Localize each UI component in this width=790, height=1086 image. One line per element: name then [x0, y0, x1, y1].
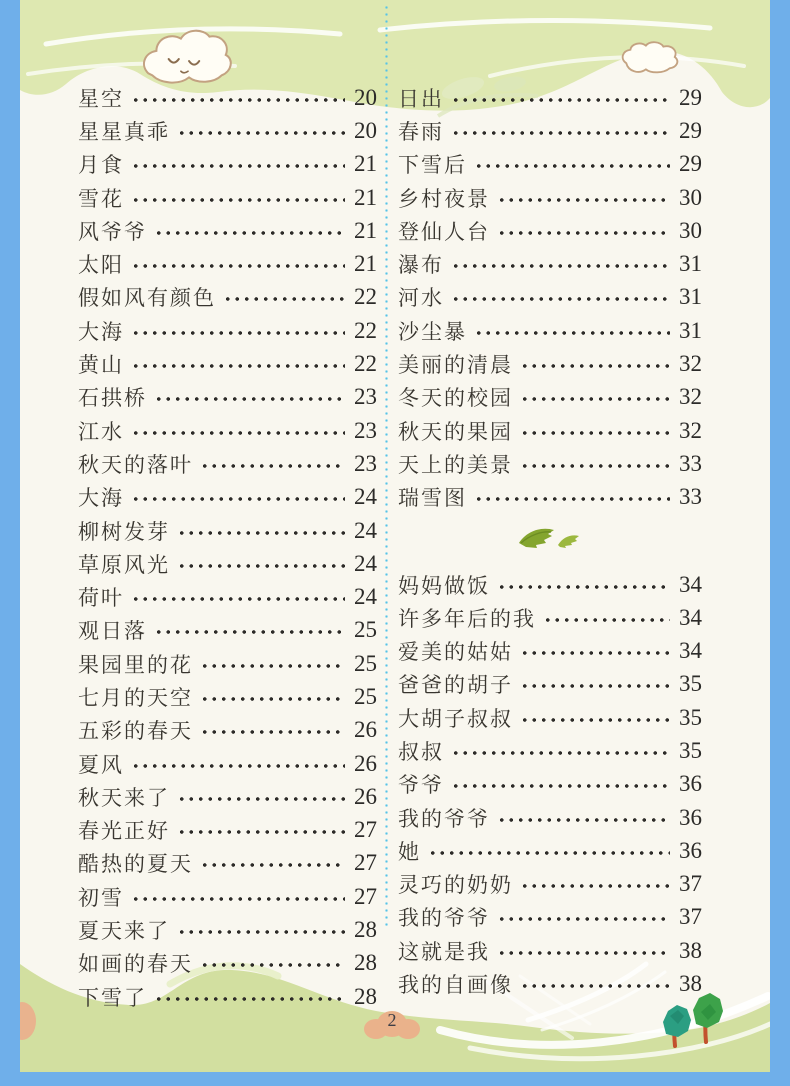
toc-dotted-leader [451, 130, 670, 136]
toc-entry-title: 大胡子叔叔 [398, 706, 513, 731]
toc-entry-title: 秋天的果园 [398, 419, 513, 444]
toc-entry-page-number: 25 [354, 683, 377, 709]
toc-dotted-leader [543, 617, 670, 623]
cloud-icon [618, 40, 682, 76]
toc-entry-page-number: 26 [354, 717, 377, 743]
toc-entry-page-number: 28 [354, 917, 377, 943]
toc-entry [398, 668, 702, 701]
toc-dotted-leader [131, 496, 345, 502]
toc-entry-title: 我的自画像 [398, 973, 513, 998]
toc-entry-title: 河水 [398, 286, 444, 311]
toc-dotted-leader [131, 430, 345, 436]
toc-entry-title: 大海 [78, 486, 124, 511]
toc-entry-page-number: 25 [354, 650, 377, 676]
toc-entry [78, 880, 377, 913]
toc-dotted-leader [497, 230, 670, 236]
toc-entry-title: 五彩的春天 [78, 719, 193, 744]
toc-entry-page-number: 38 [679, 937, 702, 963]
toc-entry [78, 980, 377, 1013]
toc-entry-page-number: 29 [679, 151, 702, 177]
toc-entry [78, 114, 377, 147]
toc-entry [78, 814, 377, 847]
toc-entry-page-number: 28 [354, 950, 377, 976]
toc-entry-title: 夏天来了 [78, 919, 170, 944]
toc-entry-page-number: 29 [679, 117, 702, 143]
toc-entry [78, 214, 377, 247]
toc-entry-title: 江水 [78, 419, 124, 444]
toc-entry-title: 下雪后 [398, 153, 467, 178]
section-header-badge-char [474, 524, 507, 557]
toc-dotted-leader [520, 363, 670, 369]
toc-dotted-leader [177, 530, 345, 536]
toc-entry [78, 580, 377, 613]
toc-entry-title: 美丽的清晨 [398, 353, 513, 378]
toc-dotted-leader [200, 663, 345, 669]
toc-entry-title: 爷爷 [398, 773, 444, 798]
section-header-badges [398, 524, 507, 557]
toc-dotted-leader [474, 330, 670, 336]
toc-entry-title: 叔叔 [398, 739, 444, 764]
toc-entry-page-number: 32 [679, 384, 702, 410]
toc-entry-title: 灵巧的奶奶 [398, 873, 513, 898]
toc-entry-title: 瀑布 [398, 253, 444, 278]
toc-entry [78, 547, 377, 580]
toc-right-column [398, 81, 702, 1001]
toc-entry-page-number: 26 [354, 783, 377, 809]
toc-entry [398, 247, 702, 280]
toc-dotted-leader [520, 683, 670, 689]
toc-entry-page-number: 33 [679, 450, 702, 476]
toc-entry-page-number: 34 [679, 571, 702, 597]
toc-entry [398, 601, 702, 634]
toc-entry-page-number: 27 [354, 883, 377, 909]
toc-dotted-leader [428, 850, 670, 856]
toc-entry-title: 爸爸的胡子 [398, 673, 513, 698]
toc-entry-page-number: 24 [354, 517, 377, 543]
toc-entry-title: 登仙人台 [398, 219, 490, 244]
page-number-badge [363, 1008, 421, 1042]
toc-entry [398, 834, 702, 867]
toc-entry [78, 381, 377, 414]
toc-entry-title: 假如风有颜色 [78, 286, 216, 311]
section-header-writing-people [398, 514, 702, 568]
toc-dotted-leader [131, 197, 345, 203]
toc-entry-title: 风爷爷 [78, 219, 147, 244]
toc-entry-page-number: 31 [679, 317, 702, 343]
toc-entry-page-number: 23 [354, 450, 377, 476]
toc-entry-page-number: 35 [679, 737, 702, 763]
toc-entry [398, 114, 702, 147]
toc-entry-page-number: 22 [354, 351, 377, 377]
toc-entry-title: 日出 [398, 86, 444, 111]
toc-entry [78, 347, 377, 380]
toc-entry-page-number: 36 [679, 837, 702, 863]
toc-dotted-leader [497, 817, 670, 823]
toc-entry-page-number: 24 [354, 484, 377, 510]
toc-entry-page-number: 24 [354, 584, 377, 610]
toc-entry-title: 瑞雪图 [398, 486, 467, 511]
toc-dotted-leader [131, 596, 345, 602]
toc-entry-page-number: 38 [679, 971, 702, 997]
toc-entry-title: 这就是我 [398, 939, 490, 964]
toc-dotted-leader [497, 584, 670, 590]
toc-dotted-leader [131, 263, 345, 269]
toc-entry-title: 星空 [78, 86, 124, 111]
toc-entry-title: 春雨 [398, 119, 444, 144]
toc-entry-page-number: 25 [354, 617, 377, 643]
toc-entry [78, 281, 377, 314]
toc-entry [398, 481, 702, 514]
toc-entry-page-number: 21 [354, 184, 377, 210]
toc-dotted-leader [520, 650, 670, 656]
toc-entry-title: 星星真乖 [78, 119, 170, 144]
toc-dotted-leader [177, 929, 345, 935]
toc-entry-title: 天上的美景 [398, 452, 513, 477]
toc-dotted-leader [200, 862, 345, 868]
toc-entry-page-number: 22 [354, 284, 377, 310]
toc-dotted-leader [177, 796, 345, 802]
toc-entry-title: 初雪 [78, 885, 124, 910]
toc-dotted-leader [474, 163, 670, 169]
toc-dotted-leader [520, 883, 670, 889]
toc-entry-title: 乡村夜景 [398, 186, 490, 211]
toc-entry [398, 768, 702, 801]
toc-entry-title: 夏风 [78, 752, 124, 777]
toc-entry-title: 秋天的落叶 [78, 452, 193, 477]
toc-dotted-leader [177, 130, 345, 136]
toc-entry-page-number: 34 [679, 638, 702, 664]
toc-dotted-leader [200, 463, 345, 469]
toc-entry [398, 868, 702, 901]
toc-entry [78, 181, 377, 214]
toc-entry [398, 447, 702, 480]
toc-entry [78, 780, 377, 813]
toc-entry [398, 901, 702, 934]
toc-dotted-leader [177, 563, 345, 569]
toc-entry-page-number: 27 [354, 850, 377, 876]
toc-entry-page-number: 31 [679, 251, 702, 277]
toc-dotted-leader [520, 983, 670, 989]
toc-entry-title: 爱美的姑姑 [398, 640, 513, 665]
toc-entry-title: 石拱桥 [78, 386, 147, 411]
toc-entry-page-number: 21 [354, 217, 377, 243]
column-divider [385, 4, 388, 930]
toc-entry [78, 314, 377, 347]
toc-dotted-leader [131, 363, 345, 369]
toc-entry-page-number: 27 [354, 817, 377, 843]
toc-entry-page-number: 31 [679, 284, 702, 310]
toc-dotted-leader [451, 783, 670, 789]
toc-dotted-leader [200, 729, 345, 735]
section-header-badge-char [436, 524, 469, 557]
toc-entry-title: 下雪了 [78, 985, 147, 1010]
toc-dotted-leader [131, 97, 345, 103]
toc-entry [78, 913, 377, 946]
toc-entry-title: 妈妈做饭 [398, 573, 490, 598]
toc-dotted-leader [497, 950, 670, 956]
toc-dotted-leader [520, 463, 670, 469]
toc-dotted-leader [131, 763, 345, 769]
toc-dotted-leader [451, 97, 670, 103]
toc-entry-page-number: 36 [679, 771, 702, 797]
toc-entry-title: 草原风光 [78, 552, 170, 577]
toc-entry [398, 214, 702, 247]
toc-entry-page-number: 29 [679, 84, 702, 110]
toc-entry-title: 她 [398, 839, 421, 864]
toc-entry-page-number: 20 [354, 84, 377, 110]
toc-entry-page-number: 23 [354, 384, 377, 410]
toc-entry-title: 我的爷爷 [398, 906, 490, 931]
toc-entry-title: 冬天的校园 [398, 386, 513, 411]
toc-entry [398, 314, 702, 347]
toc-entry-title: 许多年后的我 [398, 606, 536, 631]
toc-entry-page-number: 28 [354, 983, 377, 1009]
toc-entry [398, 701, 702, 734]
toc-entry [78, 614, 377, 647]
toc-dotted-leader [154, 230, 345, 236]
toc-dotted-leader [154, 996, 345, 1002]
toc-entry [78, 414, 377, 447]
toc-right-entries-before [398, 81, 702, 514]
toc-left-column [78, 81, 377, 1013]
toc-dotted-leader [520, 717, 670, 723]
toc-entry-page-number: 35 [679, 704, 702, 730]
toc-entry [78, 81, 377, 114]
toc-dotted-leader [154, 629, 345, 635]
toc-entry [78, 447, 377, 480]
toc-entry [78, 647, 377, 680]
toc-dotted-leader [223, 296, 345, 302]
toc-entry-page-number: 30 [679, 184, 702, 210]
toc-entry-page-number: 36 [679, 804, 702, 830]
toc-entry [78, 947, 377, 980]
toc-entry-page-number: 37 [679, 871, 702, 897]
page-number: 2 [387, 1010, 397, 1030]
toc-entry-page-number: 32 [679, 351, 702, 377]
toc-dotted-leader [131, 330, 345, 336]
toc-dotted-leader [200, 696, 345, 702]
leaves-icon [518, 525, 580, 557]
toc-dotted-leader [451, 263, 670, 269]
toc-entry-title: 我的爷爷 [398, 806, 490, 831]
toc-entry [398, 347, 702, 380]
toc-dotted-leader [451, 750, 670, 756]
toc-entry-page-number: 32 [679, 417, 702, 443]
toc-entry [78, 714, 377, 747]
toc-dotted-leader [131, 896, 345, 902]
toc-dotted-leader [520, 396, 670, 402]
toc-entry [398, 381, 702, 414]
toc-dotted-leader [131, 163, 345, 169]
toc-entry-title: 雪花 [78, 186, 124, 211]
toc-entry-title: 荷叶 [78, 586, 124, 611]
toc-dotted-leader [497, 197, 670, 203]
toc-entry [398, 967, 702, 1000]
toc-entry-page-number: 37 [679, 904, 702, 930]
toc-entry-title: 黄山 [78, 353, 124, 378]
toc-entry-page-number: 26 [354, 750, 377, 776]
toc-dotted-leader [200, 962, 345, 968]
toc-entry-page-number: 21 [354, 151, 377, 177]
toc-entry-title: 月食 [78, 153, 124, 178]
toc-entry-page-number: 20 [354, 117, 377, 143]
toc-entry [398, 734, 702, 767]
toc-entry-title: 如画的春天 [78, 952, 193, 977]
toc-entry [78, 847, 377, 880]
toc-entry-page-number: 35 [679, 671, 702, 697]
toc-entry [78, 148, 377, 181]
toc-entry-page-number: 24 [354, 550, 377, 576]
toc-entry-title: 柳树发芽 [78, 519, 170, 544]
toc-dotted-leader [497, 916, 670, 922]
toc-entry [398, 414, 702, 447]
toc-entry-title: 太阳 [78, 253, 124, 278]
toc-entry-page-number: 30 [679, 217, 702, 243]
toc-entry-page-number: 21 [354, 251, 377, 277]
toc-entry-title: 沙尘暴 [398, 319, 467, 344]
toc-entry [398, 148, 702, 181]
toc-entry [398, 634, 702, 667]
toc-entry [398, 81, 702, 114]
toc-right-entries-after [398, 568, 702, 1001]
toc-dotted-leader [451, 296, 670, 302]
toc-entry-page-number: 22 [354, 317, 377, 343]
toc-entry-title: 大海 [78, 319, 124, 344]
table-of-contents-page [20, 0, 770, 1072]
toc-entry-page-number: 23 [354, 417, 377, 443]
toc-entry [78, 514, 377, 547]
toc-dotted-leader [154, 396, 345, 402]
toc-entry [398, 934, 702, 967]
toc-entry [78, 481, 377, 514]
toc-entry-title: 酷热的夏天 [78, 852, 193, 877]
toc-dotted-leader [520, 430, 670, 436]
toc-entry [398, 568, 702, 601]
toc-entry [78, 680, 377, 713]
toc-entry [398, 281, 702, 314]
toc-entry [398, 181, 702, 214]
toc-entry [78, 747, 377, 780]
toc-entry-title: 春光正好 [78, 819, 170, 844]
toc-dotted-leader [474, 496, 670, 502]
toc-entry-title: 观日落 [78, 619, 147, 644]
toc-entry-title: 秋天来了 [78, 785, 170, 810]
section-header-badge-char [398, 524, 431, 557]
toc-entry [398, 801, 702, 834]
toc-dotted-leader [177, 829, 345, 835]
toc-entry-title: 七月的天空 [78, 685, 193, 710]
toc-entry-page-number: 34 [679, 604, 702, 630]
toc-entry-title: 果园里的花 [78, 652, 193, 677]
toc-entry-page-number: 33 [679, 484, 702, 510]
toc-entry [78, 247, 377, 280]
